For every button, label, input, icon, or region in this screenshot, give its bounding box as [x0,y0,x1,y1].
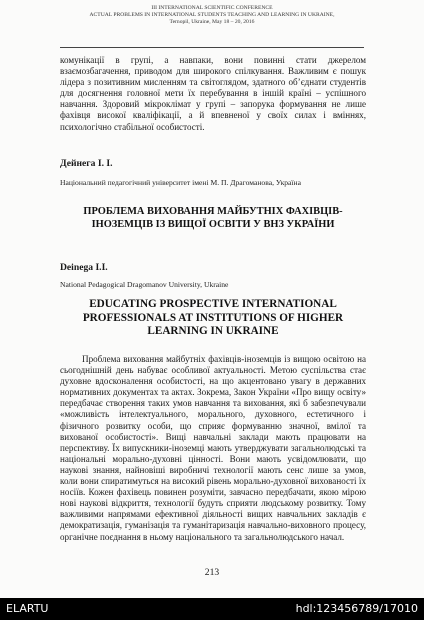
header-line-3: Ternopil, Ukraine, May 18 – 20, 2016 [169,19,255,25]
author-name-english: Deinega I.I. [60,262,108,273]
affiliation-english: National Pedagogical Dragomanov University, Ukraine [60,280,229,289]
header-divider [60,47,364,48]
article-title-english: EDUCATING PROSPECTIVE INTERNATIONAL PROFESSIONALS AT INSTITUTIONS OF HIGHER LEARNING IN UKRAINE [82,298,344,338]
main-paragraph: Проблема виховання майбутніх фахівців-іноземців із вищою освітою на сьогоднішній день набуває особливої актуальності. Метою суспільства стає духовне вдосконалення особистості, на що акцентовано увагу в державних нормативних документах та актах. Зокрема, Закон України «Про вищу освіту» передбачає створення таких умов навчання та виховання, які б забезпечували «можливість інтелектуального, морального, духовного, естетичного і фізичного розвитку особи, що сприяє формуванню значної, вмілої та вихованої особистості». Вищі навчальні заклади мають працювати на перспективу. Їх випускники-іноземці мають утверджувати загальнолюдські та національні морально-духовні цінності. Вони мають усвідомлювати, що наукові знання, найновіші виробничі технології мають сенс лише за умов, коли вони спиратимуться на високий рівень морально-духовної вихованості їх носіїв. Кожен фахівець повинен розуміти, завчасно передбачати, якою мірою нові наукові відкриття, технології будуть сприяти людському розвитку. Тому важливими напрямами ефективної діяльності вищих навчальних закладів є демократизація, гуманізація та гуманітаризація навчально-виховного процесу, органічне поєднання в ньому національного та загальнолюдського начал. [60,354,366,542]
header-line-2: ACTUAL PROBLEMS IN INTERNATIONAL STUDENTS TEACHING AND LEARNING IN UKRAINE, [89,12,335,18]
repository-name: ELARTU [6,602,49,615]
affiliation-ukrainian: Національний педагогічний університет імені М. П. Драгоманова, Україна [60,178,301,187]
header-line-1: III INTERNATIONAL SCIENTIFIC CONFERENCE [151,5,273,11]
intro-paragraph: комунікації в групі, а навпаки, вони повинні стати джерелом взаємозбагачення, приводом для широкого спілкування. Важливим є пошук лідера з позитивним мисленням та світоглядом, здатного об’єднати студентів для досягнення головної мети їх перебування в іншій країні – успішного навчання. Здоровий мікроклімат у групі – запорука формування не лише фахівця високої кваліфікації, а й впевненої у своїх силах і вміннях, психологічно стабільної особистості. [60,55,366,132]
handle-identifier: hdl:123456789/17010 [295,602,418,615]
article-title-ukrainian: ПРОБЛЕМА ВИХОВАННЯ МАЙБУТНІХ ФАХІВЦІВ-ІНОЗЕМЦІВ ІЗ ВИЩОЇ ОСВІТИ У ВНЗ УКРАЇНИ [83,206,343,230]
author-name-ukrainian: Дейнега І. І. [60,158,113,169]
repository-footer [0,598,424,620]
page-number: 213 [204,567,220,578]
conference-header [40,5,384,26]
